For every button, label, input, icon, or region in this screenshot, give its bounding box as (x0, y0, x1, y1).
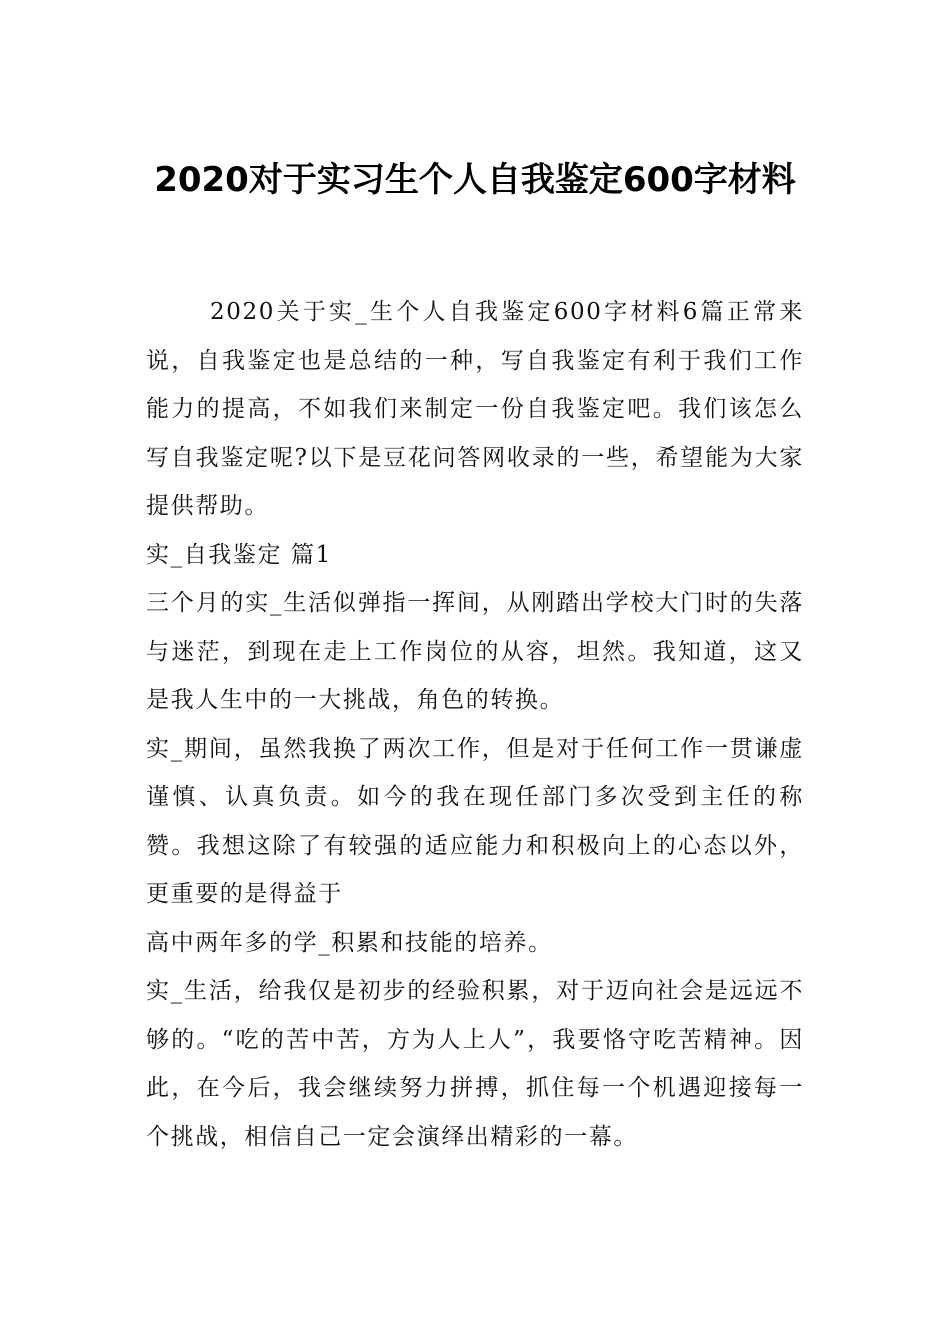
body-paragraph: 三个月的实_生活似弹指一挥间，从刚踏出学校大门时的失落与迷茫，到现在走上工作岗位的从容，坦然。我知道，这又是我人生中的一大挑战，角色的转换。 (146, 590, 804, 713)
section-heading: 实_自我鉴定 篇1 (146, 541, 332, 568)
body-paragraph: 高中两年多的学_积累和技能的培养。 (146, 929, 553, 956)
document-body (146, 288, 804, 1161)
body-paragraph: 实_期间，虽然我换了两次工作，但是对于任何工作一贯谦虚谨慎、认真负责。如今的我在现任部门多次受到主任的称赞。我想这除了有较强的适应能力和积极向上的心态以外，更重要的是得益于 (146, 735, 804, 907)
body-paragraph: 实_生活，给我仅是初步的经验积累，对于迈向社会是远远不够的。“吃的苦中苦，方为人上人”，我要恪守吃苦精神。因此，在今后，我会继续努力拼搏，抓住每一个机遇迎接每一个挑战，相信自己一定会演绎出精彩的一幕。 (146, 978, 804, 1150)
intro-paragraph: 2020关于实_生个人自我鉴定600字材料6篇正常来说，自我鉴定也是总结的一种，写自我鉴定有利于我们工作能力的提高，不如我们来制定一份自我鉴定吧。我们该怎么写自我鉴定呢?以下是豆花问答网收录的一些，希望能为大家提供帮助。 (146, 299, 804, 519)
document-title: 2020对于实习生个人自我鉴定600字材料 (154, 160, 796, 200)
